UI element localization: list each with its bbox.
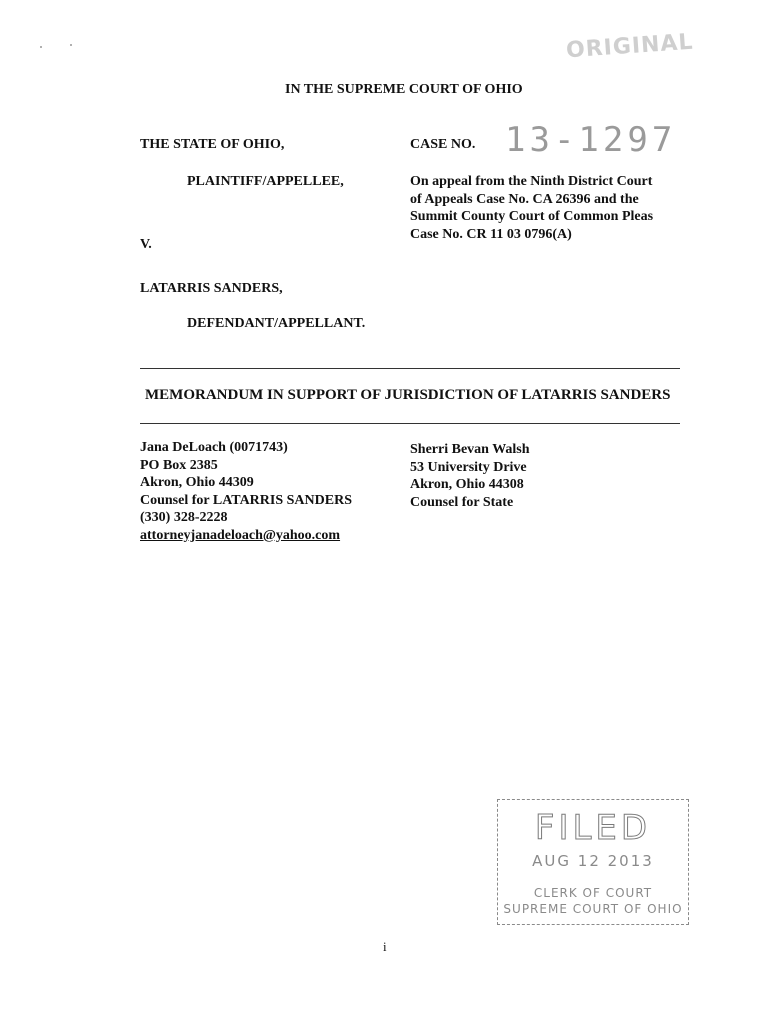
appellant-counsel-email-link[interactable]: attorneyjanadeloach@yahoo.com: [140, 527, 341, 543]
state-counsel-role: Counsel for State: [410, 494, 514, 510]
case-number-stamp: 13-1297: [505, 120, 677, 160]
divider-top: [140, 368, 680, 369]
memorandum-title: MEMORANDUM IN SUPPORT OF JURISDICTION OF LATARRIS SANDERS: [145, 387, 671, 403]
appellant-counsel-role: Counsel for LATARRIS SANDERS: [140, 492, 352, 508]
state-counsel-address2: Akron, Ohio 44308: [410, 477, 524, 492]
appeal-line: of Appeals Case No. CA 26396 and the: [410, 191, 639, 207]
divider-bottom: [140, 423, 680, 424]
appeal-line: On appeal from the Ninth District Court: [410, 174, 653, 189]
appellant-counsel-address1: PO Box 2385: [140, 457, 218, 473]
appeal-info: [410, 173, 653, 243]
appellant-counsel-name: Jana DeLoach (0071743): [140, 440, 288, 455]
appellant-counsel-address2: Akron, Ohio 44309: [140, 475, 254, 490]
scan-speck: [40, 46, 42, 48]
defendant-role: DEFENDANT/APPELLANT.: [187, 316, 366, 331]
appeal-line: Summit County Court of Common Pleas: [410, 209, 654, 224]
plaintiff-name: THE STATE OF OHIO,: [140, 137, 285, 152]
appellant-counsel-phone: (330) 328-2228: [140, 510, 228, 525]
state-counsel-block: [410, 441, 530, 511]
filed-stamp-clerk: CLERK OF COURT: [533, 886, 653, 900]
filed-stamp-court: SUPREME COURT OF OHIO: [503, 902, 683, 916]
court-title: IN THE SUPREME COURT OF OHIO: [285, 82, 523, 97]
filed-stamp: [497, 799, 689, 925]
filed-stamp-word: FILED: [534, 808, 652, 848]
state-counsel-address1: 53 University Drive: [410, 459, 527, 475]
original-stamp: ORIGINAL: [565, 29, 695, 64]
scan-speck: [70, 44, 72, 46]
state-counsel-name: Sherri Bevan Walsh: [410, 442, 530, 457]
versus-label: V.: [140, 237, 152, 252]
appeal-line: Case No. CR 11 03 0796(A): [410, 226, 572, 242]
appellant-counsel-block: [140, 439, 352, 544]
defendant-name: LATARRIS SANDERS,: [140, 281, 283, 296]
plaintiff-role: PLAINTIFF/APPELLEE,: [187, 174, 344, 189]
filed-stamp-date: AUG 12 2013: [532, 852, 654, 870]
page-number: i: [383, 939, 387, 954]
case-number-label: CASE NO.: [410, 137, 476, 152]
